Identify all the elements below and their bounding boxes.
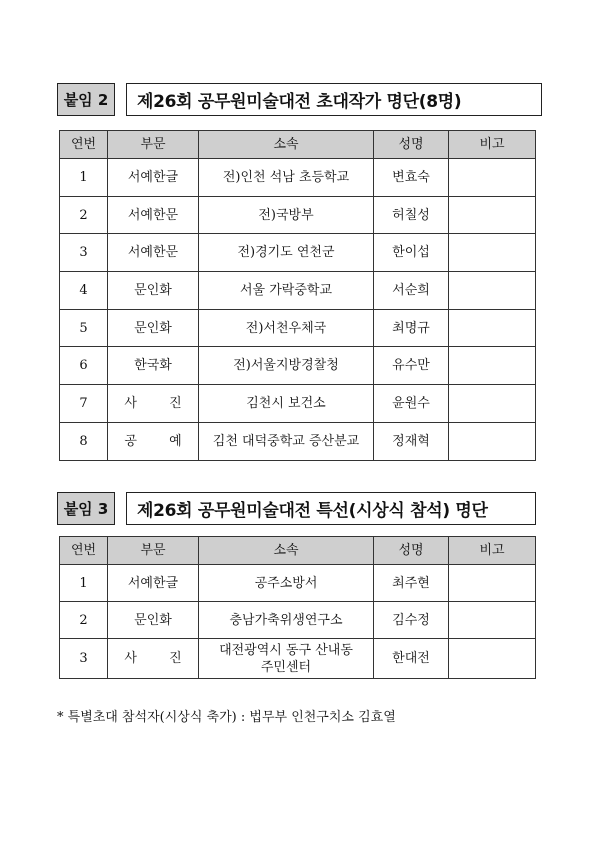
cell-name: 서순희 bbox=[374, 272, 449, 310]
cell-name: 정재혁 bbox=[374, 422, 449, 460]
section-1-tag: 붙임 2 bbox=[57, 83, 115, 116]
cell-category: 서예한글 bbox=[108, 159, 199, 197]
cell-no: 3 bbox=[60, 234, 108, 272]
cell-no: 1 bbox=[60, 159, 108, 197]
cell-note bbox=[449, 309, 536, 347]
cell-note bbox=[449, 234, 536, 272]
cell-affiliation: 공주소방서 bbox=[199, 565, 374, 602]
table-row bbox=[60, 422, 536, 460]
table-row bbox=[60, 196, 536, 234]
cell-name: 변효숙 bbox=[374, 159, 449, 197]
header-category: 부문 bbox=[108, 537, 199, 565]
cell-name: 유수만 bbox=[374, 347, 449, 385]
special-selection-table bbox=[59, 536, 536, 679]
cell-name: 윤원수 bbox=[374, 385, 449, 423]
table-row bbox=[60, 347, 536, 385]
cell-no: 8 bbox=[60, 422, 108, 460]
cell-category: 사 진 bbox=[108, 639, 199, 679]
cell-no: 3 bbox=[60, 639, 108, 679]
header-affiliation: 소속 bbox=[199, 131, 374, 159]
cell-no: 2 bbox=[60, 196, 108, 234]
cell-note bbox=[449, 639, 536, 679]
cell-category: 사 진 bbox=[108, 385, 199, 423]
cell-note bbox=[449, 565, 536, 602]
header-name: 성명 bbox=[374, 131, 449, 159]
cell-name: 김수정 bbox=[374, 602, 449, 639]
footnote: * 특별초대 참석자(시상식 축가) : 법무부 인천구치소 김효열 bbox=[57, 710, 396, 725]
cell-no: 2 bbox=[60, 602, 108, 639]
header-no: 연번 bbox=[60, 131, 108, 159]
cell-affiliation: 서울 가락중학교 bbox=[199, 272, 374, 310]
cell-category: 서예한문 bbox=[108, 196, 199, 234]
cell-affiliation: 김천 대덕중학교 증산분교 bbox=[199, 422, 374, 460]
cell-category: 서예한문 bbox=[108, 234, 199, 272]
cell-note bbox=[449, 159, 536, 197]
table-row bbox=[60, 639, 536, 679]
cell-category: 서예한글 bbox=[108, 565, 199, 602]
cell-name: 한이섭 bbox=[374, 234, 449, 272]
table-row bbox=[60, 159, 536, 197]
table-row bbox=[60, 309, 536, 347]
table-header-row bbox=[60, 537, 536, 565]
table-row bbox=[60, 385, 536, 423]
cell-note bbox=[449, 422, 536, 460]
section-2-heading bbox=[57, 492, 536, 525]
cell-affiliation: 전)서천우체국 bbox=[199, 309, 374, 347]
cell-note bbox=[449, 347, 536, 385]
cell-name: 최명규 bbox=[374, 309, 449, 347]
cell-no: 7 bbox=[60, 385, 108, 423]
cell-affiliation: 전)서울지방경찰청 bbox=[199, 347, 374, 385]
table-row bbox=[60, 234, 536, 272]
cell-category: 문인화 bbox=[108, 602, 199, 639]
cell-note bbox=[449, 602, 536, 639]
cell-no: 1 bbox=[60, 565, 108, 602]
invited-artists-table bbox=[59, 130, 536, 461]
cell-category: 한국화 bbox=[108, 347, 199, 385]
cell-category: 공 예 bbox=[108, 422, 199, 460]
cell-name: 최주현 bbox=[374, 565, 449, 602]
table-header-row bbox=[60, 131, 536, 159]
cell-affiliation: 전)인천 석남 초등학교 bbox=[199, 159, 374, 197]
header-no: 연번 bbox=[60, 537, 108, 565]
cell-note bbox=[449, 272, 536, 310]
header-note: 비고 bbox=[449, 537, 536, 565]
cell-no: 4 bbox=[60, 272, 108, 310]
cell-affiliation: 대전광역시 동구 산내동 주민센터 bbox=[199, 639, 374, 679]
header-category: 부문 bbox=[108, 131, 199, 159]
section-1-title: 제26회 공무원미술대전 초대작가 명단(8명) bbox=[126, 83, 542, 116]
section-2-tag: 붙임 3 bbox=[57, 492, 115, 525]
cell-note bbox=[449, 196, 536, 234]
header-note: 비고 bbox=[449, 131, 536, 159]
section-2-title: 제26회 공무원미술대전 특선(시상식 참석) 명단 bbox=[126, 492, 536, 525]
cell-no: 6 bbox=[60, 347, 108, 385]
cell-affiliation: 김천시 보건소 bbox=[199, 385, 374, 423]
cell-name: 허칠성 bbox=[374, 196, 449, 234]
cell-category: 문인화 bbox=[108, 272, 199, 310]
cell-category: 문인화 bbox=[108, 309, 199, 347]
cell-affiliation: 전)경기도 연천군 bbox=[199, 234, 374, 272]
section-1-heading bbox=[57, 83, 542, 116]
table-row bbox=[60, 272, 536, 310]
header-affiliation: 소속 bbox=[199, 537, 374, 565]
cell-note bbox=[449, 385, 536, 423]
table-row bbox=[60, 602, 536, 639]
cell-affiliation: 충남가축위생연구소 bbox=[199, 602, 374, 639]
cell-no: 5 bbox=[60, 309, 108, 347]
table-row bbox=[60, 565, 536, 602]
cell-affiliation: 전)국방부 bbox=[199, 196, 374, 234]
header-name: 성명 bbox=[374, 537, 449, 565]
cell-name: 한대전 bbox=[374, 639, 449, 679]
